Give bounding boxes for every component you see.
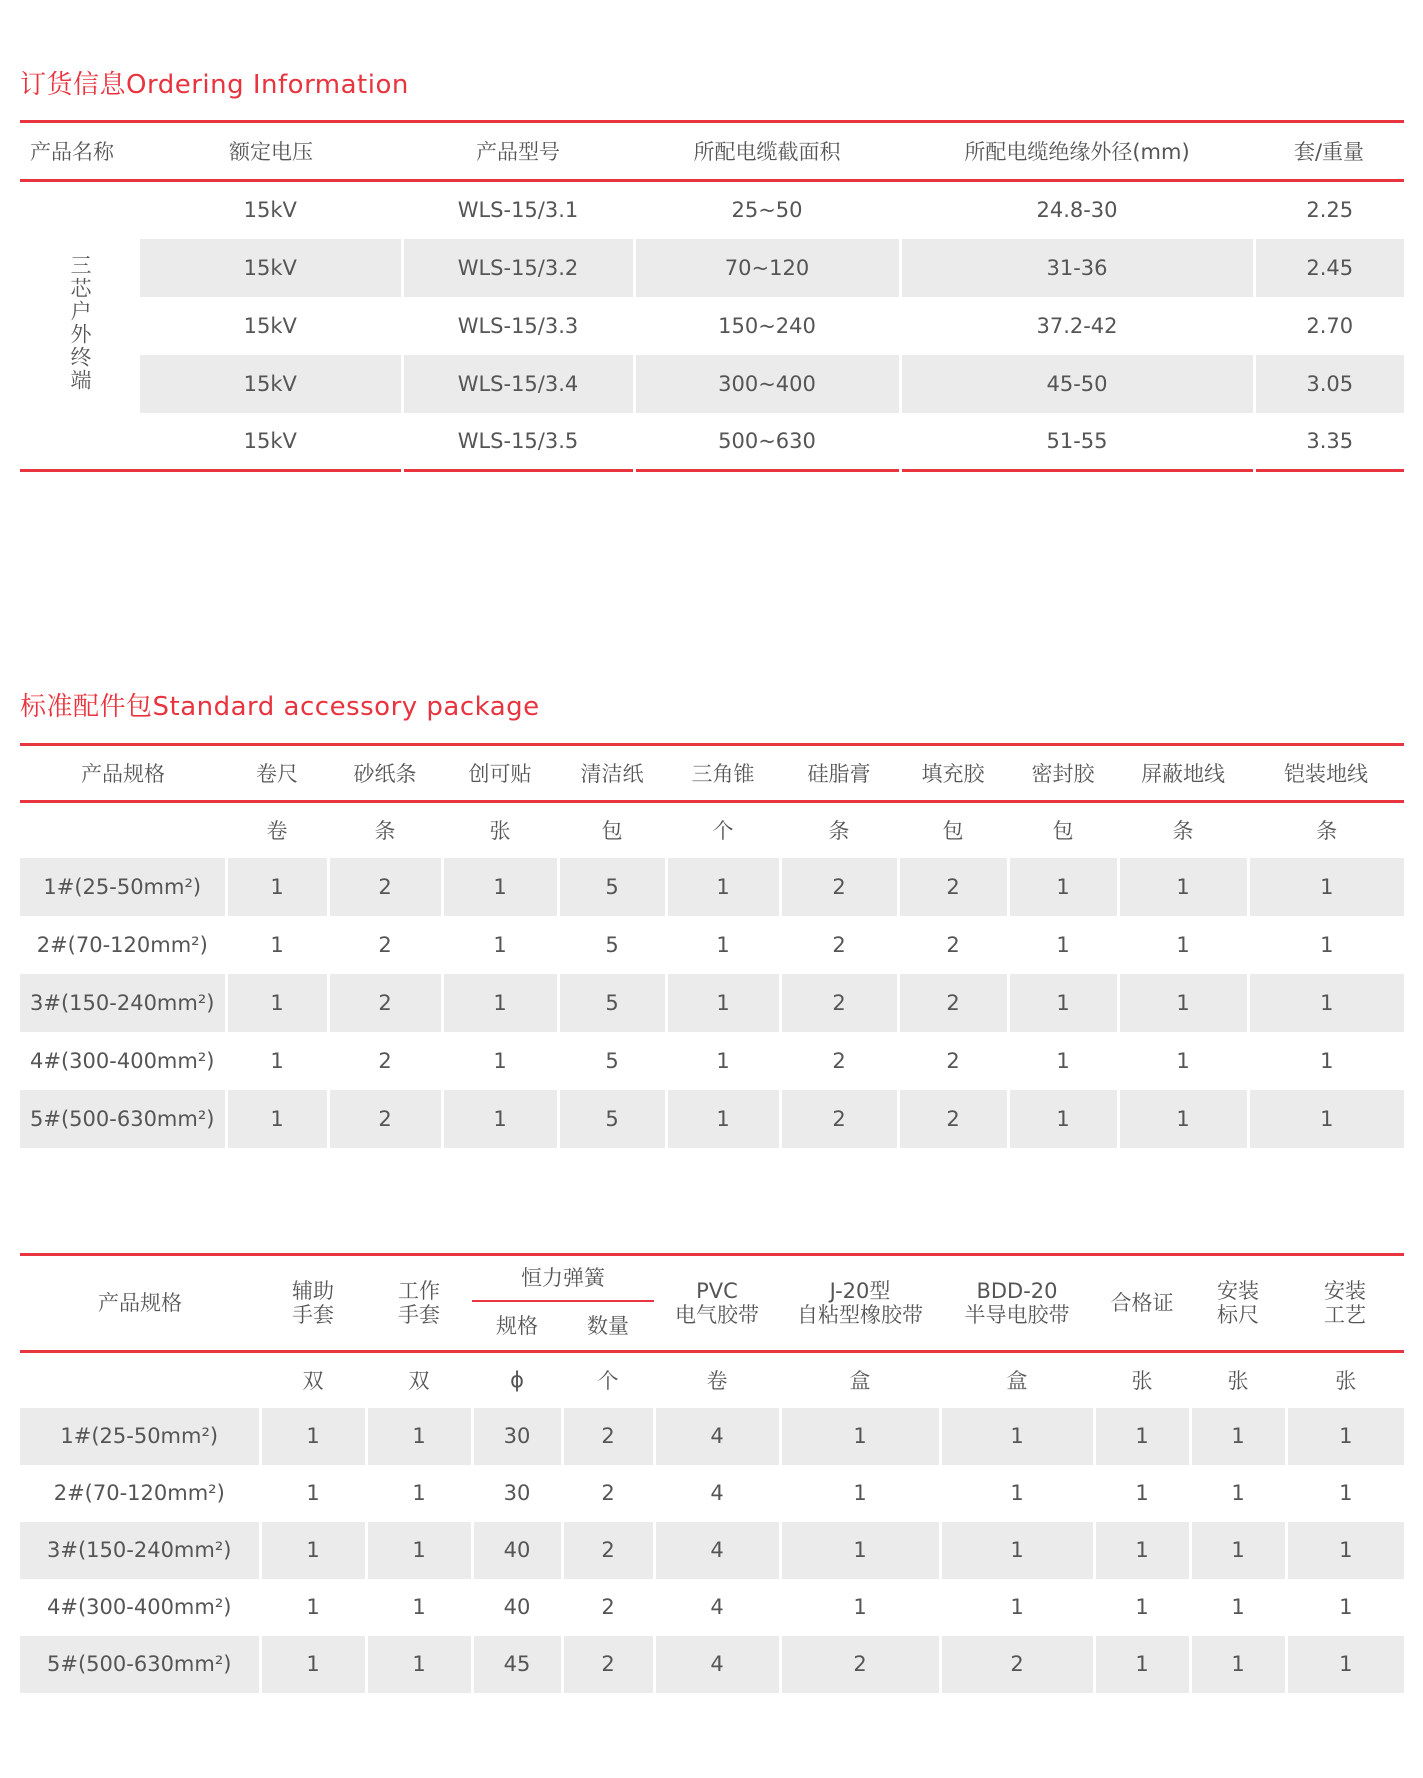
cell-value: 2 (562, 1408, 654, 1465)
cell-value: 1 (1008, 1032, 1118, 1090)
cell-value: 2 (780, 1090, 898, 1148)
cell-spec: 4#(300-400mm²) (20, 1579, 260, 1636)
cell-value: 2 (898, 858, 1008, 916)
cell-spec: 4#(300-400mm²) (20, 1032, 226, 1090)
table-row (20, 355, 1404, 413)
cell-value: 1 (442, 916, 558, 974)
header-j20-tape (780, 1255, 940, 1352)
cell-value: 1 (260, 1579, 366, 1636)
cell-weight: 2.70 (1306, 313, 1354, 338)
cell-value: 1 (226, 916, 328, 974)
header-spring-spec: 规格 (472, 1301, 562, 1352)
cell-value: 40 (472, 1522, 562, 1579)
cell-value: 1 (666, 1032, 780, 1090)
units-row (20, 1352, 1404, 1408)
cell-section: 70~120 (634, 239, 900, 297)
cell-value: 5 (558, 916, 666, 974)
header-weight: 套/重量 (1254, 122, 1404, 181)
cell-value: 4 (654, 1522, 780, 1579)
cell-voltage: 15kV (140, 413, 402, 471)
cell-value: 1 (780, 1465, 940, 1522)
unit-cell: 个 (666, 802, 780, 858)
cell-value: 1 (1008, 1090, 1118, 1148)
cell-weight: 3.35 (1306, 428, 1354, 453)
header-bdd-tape (940, 1255, 1094, 1352)
unit-cell (20, 802, 226, 858)
cell-value: 1 (1118, 916, 1248, 974)
cell-value: 4 (654, 1636, 780, 1693)
table-row (20, 858, 1404, 916)
cell-diameter: 45-50 (900, 355, 1254, 413)
cell-diameter: 37.2-42 (900, 297, 1254, 355)
cell-value: 1 (1094, 1636, 1190, 1693)
cell-value: 1 (666, 974, 780, 1032)
cell-value: 1 (940, 1522, 1094, 1579)
cell-value: 1 (666, 916, 780, 974)
header-spring: 恒力弹簧 (472, 1255, 654, 1302)
cell-value: 1 (940, 1465, 1094, 1522)
cell-value: 1 (1118, 1032, 1248, 1090)
cell-value: 5 (558, 1090, 666, 1148)
unit-cell: ϕ (472, 1352, 562, 1408)
header-armor-ground: 铠装地线 (1248, 745, 1404, 802)
cell-section: 500~630 (634, 413, 900, 471)
header-pvc-line1: PVC (696, 1278, 738, 1303)
cell-value: 1 (1190, 1408, 1286, 1465)
header-cone: 三角锥 (666, 745, 780, 802)
header-ruler-line2: 标尺 (1217, 1303, 1259, 1327)
cell-value: 5 (558, 974, 666, 1032)
table-row (20, 1408, 1404, 1465)
cell-value: 45 (472, 1636, 562, 1693)
cell-value: 1 (1190, 1636, 1286, 1693)
header-j20-line2: 自粘型橡胶带 (797, 1303, 923, 1327)
cell-value: 1 (1094, 1465, 1190, 1522)
table-row (20, 1636, 1404, 1693)
header-aux-gloves-line1: 辅助 (292, 1278, 334, 1303)
header-insulation-diameter: 所配电缆绝缘外径(mm) (900, 122, 1254, 181)
header-work-gloves (366, 1255, 472, 1352)
cell-spec: 5#(500-630mm²) (20, 1636, 260, 1693)
cell-value: 1 (1094, 1579, 1190, 1636)
header-bandage: 创可贴 (442, 745, 558, 802)
cell-value: 1 (1286, 1636, 1404, 1693)
cell-value: 1 (780, 1408, 940, 1465)
cell-value: 1 (260, 1522, 366, 1579)
cell-value: 2 (328, 858, 442, 916)
group-label: 三芯户外终端 (68, 254, 92, 392)
cell-diameter: 24.8-30 (900, 181, 1254, 239)
table-row (20, 413, 1404, 471)
cell-value: 1 (226, 858, 328, 916)
cell-value: 1 (366, 1465, 472, 1522)
accessory-header-row (20, 745, 1404, 802)
cell-value: 2 (562, 1636, 654, 1693)
cell-value: 4 (654, 1579, 780, 1636)
header-aux-gloves (260, 1255, 366, 1352)
cell-value: 1 (366, 1636, 472, 1693)
cell-value: 2 (898, 974, 1008, 1032)
table-row (20, 974, 1404, 1032)
accessory-table-2 (20, 1253, 1404, 1693)
cell-value: 1 (260, 1465, 366, 1522)
header-work-gloves-line1: 工作 (398, 1278, 440, 1303)
cell-value: 1 (1286, 1522, 1404, 1579)
cell-diameter: 51-55 (900, 413, 1254, 471)
cell-value: 1 (1094, 1522, 1190, 1579)
cell-value: 2 (328, 916, 442, 974)
header-spring-qty: 数量 (562, 1301, 654, 1352)
header-j20-line1: J-20型 (829, 1278, 891, 1303)
header-spec: 产品规格 (20, 1255, 260, 1352)
table-row (20, 1032, 1404, 1090)
group-label-cell (20, 181, 140, 471)
cell-value: 1 (1248, 1090, 1404, 1148)
unit-cell: 条 (1316, 819, 1338, 844)
header-rated-voltage: 额定电压 (140, 122, 402, 181)
header-bdd-line2: 半导电胶带 (964, 1303, 1070, 1327)
cell-value: 1 (1118, 858, 1248, 916)
cell-value: 4 (654, 1408, 780, 1465)
table-row (20, 1465, 1404, 1522)
cell-value: 1 (226, 1090, 328, 1148)
unit-cell: 包 (558, 802, 666, 858)
cell-value: 2 (780, 1032, 898, 1090)
unit-cell: 双 (260, 1352, 366, 1408)
unit-cell: 包 (1008, 802, 1118, 858)
unit-cell: 张 (1335, 1369, 1357, 1394)
ordering-table (20, 120, 1404, 472)
header-craft-line2: 工艺 (1324, 1303, 1366, 1327)
cell-value: 1 (1008, 858, 1118, 916)
header-product-model: 产品型号 (402, 122, 634, 181)
cell-value: 2 (562, 1465, 654, 1522)
cell-value: 1 (442, 1032, 558, 1090)
header-install-ruler (1190, 1255, 1286, 1352)
unit-cell: 张 (442, 802, 558, 858)
cell-value: 1 (260, 1636, 366, 1693)
header-silicone-grease: 硅脂膏 (780, 745, 898, 802)
header-certificate: 合格证 (1094, 1255, 1190, 1352)
table-row (20, 181, 1404, 239)
header-sealant: 密封胶 (1008, 745, 1118, 802)
cell-model: WLS-15/3.3 (402, 297, 634, 355)
header-ruler-line1: 安装 (1217, 1278, 1259, 1303)
header-pvc-line2: 电气胶带 (675, 1303, 759, 1327)
table-row (20, 297, 1404, 355)
cell-value: 2 (780, 974, 898, 1032)
table-row (20, 1579, 1404, 1636)
cell-value: 5 (558, 858, 666, 916)
cell-value: 40 (472, 1579, 562, 1636)
accessory-title: 标准配件包Standard accessory package (20, 692, 540, 722)
cell-model: WLS-15/3.4 (402, 355, 634, 413)
accessory-table (20, 743, 1404, 1148)
cell-value: 30 (472, 1465, 562, 1522)
cell-spec: 1#(25-50mm²) (20, 1408, 260, 1465)
header-work-gloves-line2: 手套 (398, 1303, 440, 1327)
unit-cell: 卷 (226, 802, 328, 858)
cell-value: 1 (780, 1579, 940, 1636)
ordering-header-row (20, 122, 1404, 181)
unit-cell: 双 (366, 1352, 472, 1408)
header-pvc-tape (654, 1255, 780, 1352)
header-bdd-line1: BDD-20 (976, 1278, 1058, 1303)
cell-value: 2 (898, 1090, 1008, 1148)
cell-value: 1 (366, 1522, 472, 1579)
cell-spec: 5#(500-630mm²) (20, 1090, 226, 1148)
cell-value: 2 (780, 1636, 940, 1693)
cell-value: 1 (780, 1522, 940, 1579)
cell-model: WLS-15/3.1 (402, 181, 634, 239)
unit-cell: 个 (562, 1352, 654, 1408)
cell-voltage: 15kV (140, 297, 402, 355)
cell-value: 1 (442, 974, 558, 1032)
cell-value: 1 (1339, 1481, 1353, 1505)
cell-value: 1 (1190, 1465, 1286, 1522)
unit-cell: 张 (1190, 1352, 1286, 1408)
cell-section: 25~50 (634, 181, 900, 239)
cell-value: 5 (558, 1032, 666, 1090)
cell-weight: 3.05 (1254, 355, 1404, 413)
cell-model: WLS-15/3.5 (402, 413, 634, 471)
units-row (20, 802, 1404, 858)
cell-value: 1 (940, 1579, 1094, 1636)
header-sandpaper: 砂纸条 (328, 745, 442, 802)
header-cleaning-paper: 清洁纸 (558, 745, 666, 802)
header-tape-measure: 卷尺 (226, 745, 328, 802)
cell-value: 1 (1248, 858, 1404, 916)
cell-voltage: 15kV (140, 239, 402, 297)
cell-value: 1 (442, 1090, 558, 1148)
unit-cell: 张 (1094, 1352, 1190, 1408)
ordering-title: 订货信息Ordering Information (20, 70, 409, 100)
header-spec: 产品规格 (20, 745, 226, 802)
cell-section: 150~240 (634, 297, 900, 355)
cell-value: 1 (1190, 1522, 1286, 1579)
unit-cell: 盒 (780, 1352, 940, 1408)
cell-value: 1 (260, 1408, 366, 1465)
cell-value: 2 (898, 916, 1008, 974)
cell-spec: 2#(70-120mm²) (20, 916, 226, 974)
cell-value: 1 (1339, 1595, 1353, 1619)
cell-value: 1 (1118, 974, 1248, 1032)
cell-voltage: 15kV (140, 181, 402, 239)
table-row (20, 1090, 1404, 1148)
cell-value: 1 (666, 858, 780, 916)
cell-spec: 3#(150-240mm²) (20, 974, 226, 1032)
cell-value: 1 (940, 1408, 1094, 1465)
header-craft-line1: 安装 (1324, 1278, 1366, 1303)
cell-value: 2 (898, 1032, 1008, 1090)
cell-value: 1 (226, 974, 328, 1032)
cell-value: 1 (226, 1032, 328, 1090)
cell-value: 1 (1094, 1408, 1190, 1465)
cell-diameter: 31-36 (900, 239, 1254, 297)
cell-spec: 1#(25-50mm²) (20, 858, 226, 916)
cell-spec: 3#(150-240mm²) (20, 1522, 260, 1579)
header-shield-ground: 屏蔽地线 (1118, 745, 1248, 802)
cell-value: 1 (366, 1579, 472, 1636)
cell-value: 1 (1286, 1408, 1404, 1465)
cell-value: 1 (1008, 916, 1118, 974)
cell-value: 1 (1248, 974, 1404, 1032)
cell-value: 2 (562, 1522, 654, 1579)
cell-value: 1 (1320, 1048, 1334, 1073)
cell-value: 2 (562, 1579, 654, 1636)
unit-cell: 卷 (654, 1352, 780, 1408)
cell-value: 2 (328, 974, 442, 1032)
cell-spec: 2#(70-120mm²) (20, 1465, 260, 1522)
cell-value: 2 (780, 858, 898, 916)
unit-cell: 条 (780, 802, 898, 858)
cell-value: 1 (1118, 1090, 1248, 1148)
cell-weight: 2.45 (1254, 239, 1404, 297)
cell-model: WLS-15/3.2 (402, 239, 634, 297)
header-cable-section: 所配电缆截面积 (634, 122, 900, 181)
cell-value: 1 (1008, 974, 1118, 1032)
cell-value: 1 (442, 858, 558, 916)
unit-cell: 包 (898, 802, 1008, 858)
table-row (20, 1522, 1404, 1579)
unit-cell: 条 (1118, 802, 1248, 858)
cell-value: 2 (328, 1090, 442, 1148)
unit-cell: 盒 (940, 1352, 1094, 1408)
cell-value: 1 (1320, 932, 1334, 957)
header-install-craft (1286, 1255, 1404, 1352)
cell-value: 1 (1190, 1579, 1286, 1636)
cell-value: 4 (654, 1465, 780, 1522)
header-aux-gloves-line2: 手套 (292, 1303, 334, 1327)
cell-value: 2 (780, 916, 898, 974)
table-row (20, 916, 1404, 974)
accessory2-header-row (20, 1255, 1404, 1302)
cell-weight: 2.25 (1306, 198, 1354, 223)
header-product-name: 产品名称 (20, 122, 140, 181)
cell-value: 2 (328, 1032, 442, 1090)
unit-cell (20, 1352, 260, 1408)
cell-value: 1 (366, 1408, 472, 1465)
cell-section: 300~400 (634, 355, 900, 413)
unit-cell: 条 (328, 802, 442, 858)
cell-value: 30 (472, 1408, 562, 1465)
cell-value: 2 (940, 1636, 1094, 1693)
table-row (20, 239, 1404, 297)
cell-value: 1 (666, 1090, 780, 1148)
header-filler: 填充胶 (898, 745, 1008, 802)
cell-voltage: 15kV (140, 355, 402, 413)
